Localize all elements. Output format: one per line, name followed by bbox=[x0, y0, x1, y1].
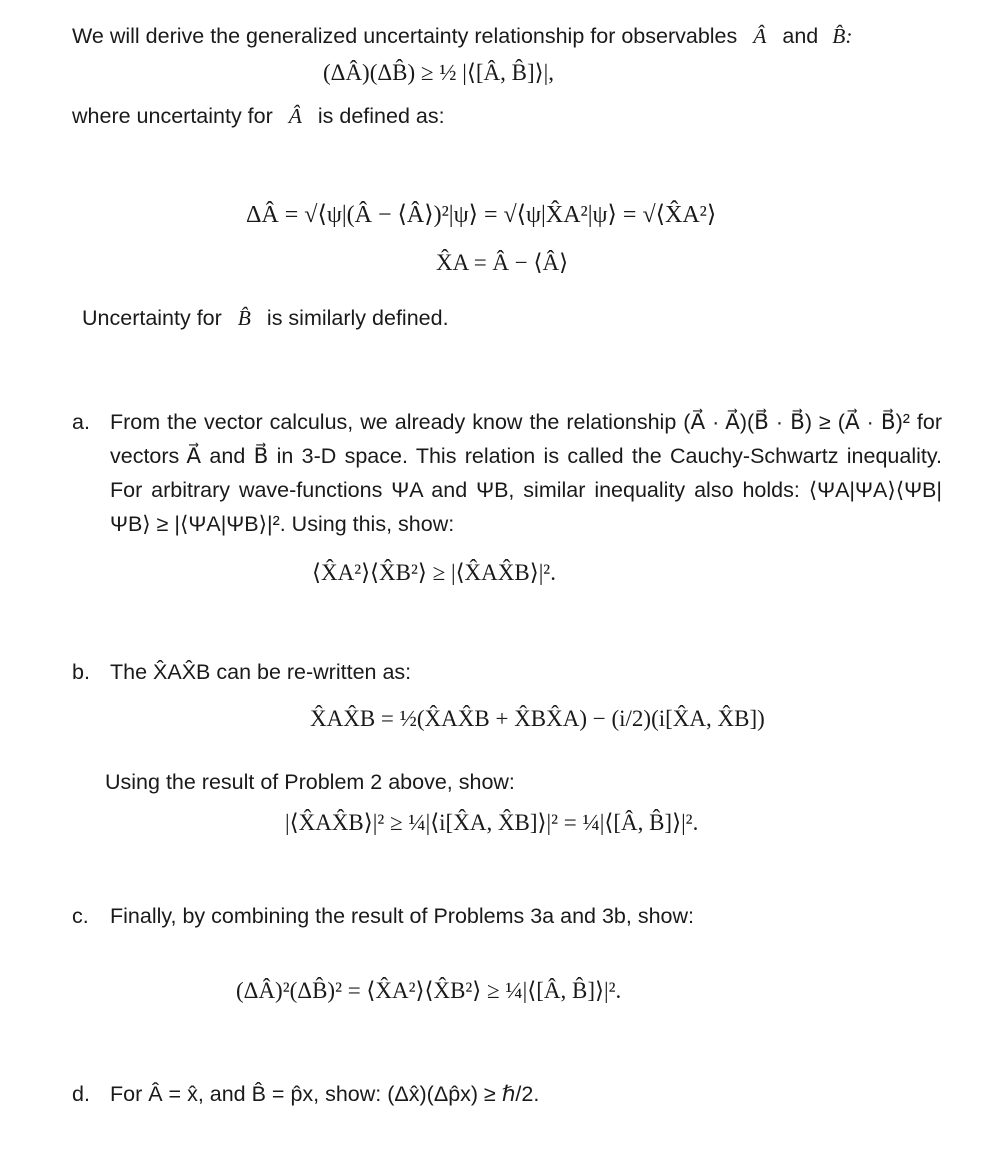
part-c-label: c. bbox=[72, 904, 89, 928]
intro-line-3-end: is similarly defined. bbox=[266, 306, 449, 330]
intro-line-3 bbox=[82, 304, 449, 332]
part-c-equation: (ΔÂ)²(ΔB̂)² = ⟨X̂A²⟩⟨X̂B²⟩ ≥ ¼|⟨[Â, B̂]⟩|². bbox=[236, 978, 622, 1003]
intro-line-3-text: Uncertainty for bbox=[82, 306, 222, 330]
observable-b: B̂: bbox=[832, 24, 853, 48]
part-c-text: Finally, by combining the result of Problems 3a and 3b, show: bbox=[110, 904, 694, 928]
delta-a-definition-equation: ΔÂ = √⟨ψ|(Â − ⟨Â⟩)²|ψ⟩ = √⟨ψ|X̂A²|ψ⟩ = √⟨X̂A²⟩ bbox=[246, 202, 717, 228]
part-b-equation: X̂AX̂B = ½(X̂AX̂B + X̂BX̂A) − (i/2)(i[X̂A, X̂B]) bbox=[310, 706, 765, 731]
part-b-text-2: Using the result of Problem 2 above, show: bbox=[105, 770, 515, 794]
part-a-label: a. bbox=[72, 410, 90, 434]
xa-definition-equation: X̂A = Â − ⟨Â⟩ bbox=[436, 250, 569, 275]
part-b-equation-2: |⟨X̂AX̂B⟩|² ≥ ¼|⟨i[X̂A, X̂B]⟩|² = ¼|⟨[Â, B̂]⟩|². bbox=[285, 810, 699, 835]
intro-line-3-observable: B̂ bbox=[237, 306, 251, 330]
part-d-label: d. bbox=[72, 1082, 90, 1106]
part-a-text: From the vector calculus, we already know the relationship (A⃗ · A⃗)(B⃗ · B⃗) ≥ (A⃗ · B⃗)² for vectors A⃗ and B⃗ in 3-D space. This relation is called the Cauchy-Schwartz inequality. For arbitrary wave-functions ΨA and ΨB, similar inequality also holds: ⟨ΨA|ΨA⟩⟨ΨB|ΨB⟩ ≥ |⟨ΨA|ΨB⟩|². Using this, show: bbox=[110, 410, 942, 536]
intro-line-2-end: is defined as: bbox=[317, 104, 445, 128]
intro-line-2 bbox=[72, 102, 445, 130]
intro-line-1-text: We will derive the generalized uncertainty relationship for observables bbox=[72, 24, 738, 48]
part-d-text: For Â = x̂, and B̂ = p̂x, show: (Δx̂)(Δp̂x) ≥ ℏ/2. bbox=[110, 1082, 540, 1106]
observable-a: Â bbox=[753, 24, 767, 48]
uncertainty-relation-equation: (ΔÂ)(ΔB̂) ≥ ½ |⟨[Â, B̂]⟩|, bbox=[323, 60, 554, 85]
part-a-equation: ⟨X̂A²⟩⟨X̂B²⟩ ≥ |⟨X̂AX̂B⟩|². bbox=[312, 560, 556, 585]
intro-line-2-observable: Â bbox=[288, 104, 302, 128]
intro-and: and bbox=[782, 24, 819, 48]
part-b-label: b. bbox=[72, 660, 90, 684]
intro-line-1 bbox=[72, 22, 853, 50]
intro-line-2-text: where uncertainty for bbox=[72, 104, 273, 128]
part-b-text: The X̂AX̂B can be re-written as: bbox=[110, 660, 412, 684]
